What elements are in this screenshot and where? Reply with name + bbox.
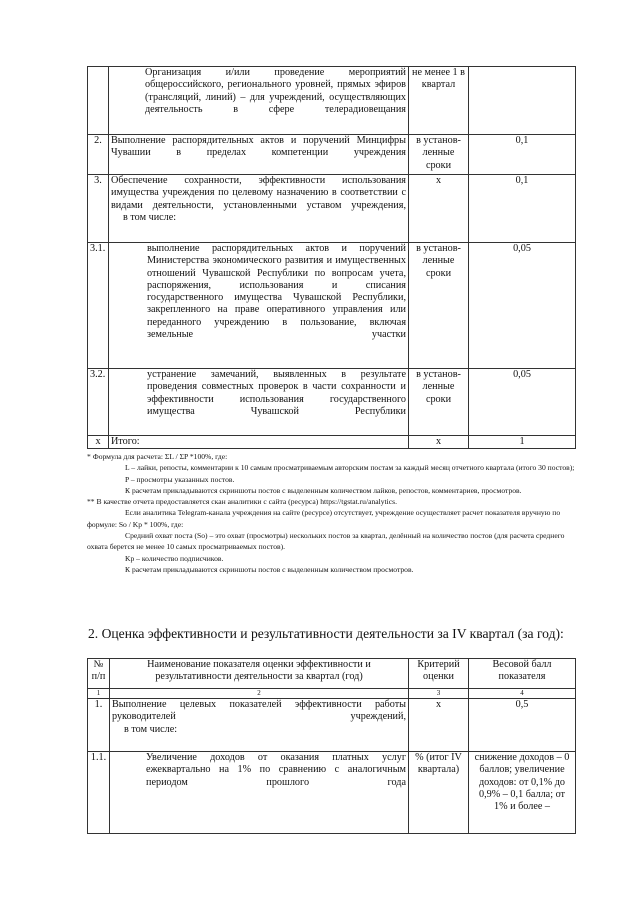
table-row	[88, 175, 576, 243]
table-row	[88, 243, 576, 369]
row-score: 0,1	[469, 175, 576, 243]
row-criterion: не менее 1 в квартал	[409, 67, 469, 135]
row-criterion: x	[409, 175, 469, 243]
row-text-cell	[110, 699, 409, 752]
row-text: Выполнение целевых показателей эффективности работы руководителей учреждений,	[112, 699, 406, 723]
row-criterion: в установ-ленные сроки	[409, 135, 469, 175]
footnote-l: L – лайки, репосты, комментарии к 10 самым просматриваемым авторским постам за каждый месяц отчетного квартала (итого 30 постов);	[125, 463, 575, 473]
footnotes	[87, 451, 575, 575]
row-subtext: в том числе:	[123, 211, 177, 223]
row-criterion: x	[409, 699, 469, 752]
col-number: 3	[409, 689, 469, 699]
section-2-title: 2. Оценка эффективности и результативности деятельности за IV квартал (за год):	[88, 626, 564, 641]
table-row	[88, 67, 576, 135]
indicators-table-1	[87, 66, 576, 449]
row-score	[469, 67, 576, 135]
header-row	[88, 659, 576, 689]
total-score: 1	[469, 436, 576, 449]
row-text: Выполнение распорядительных актов и поручений Минцифры Чувашии в пределах компетенции учреждения	[109, 135, 409, 175]
row-number	[88, 67, 109, 135]
row-text: Увеличение доходов от оказания платных услуг ежеквартально на 1% по сравнению с аналогичным периодом прошлого года	[110, 752, 409, 834]
col-number: 2	[110, 689, 409, 699]
table-row	[88, 369, 576, 436]
footnote-views: К расчетам прикладываются скриншоты постов с выделенным количеством просмотров.	[125, 564, 414, 574]
row-criterion: в установ-ленные сроки	[409, 243, 469, 369]
col-number: 1	[88, 689, 110, 699]
row-score: 0,1	[469, 135, 576, 175]
col-number: 4	[469, 689, 576, 699]
row-number: 1.	[88, 699, 110, 752]
table-row	[88, 135, 576, 175]
row-score: 0,05	[469, 243, 576, 369]
row-number: 3.2.	[88, 369, 109, 436]
footnote-avg-reach: Средний охват поста (So) – это охват (просмотры) нескольких постов за квартал, делённый на количество постов (для расчета среднего охвата берется не менее 10 самых просматриваемых постов).	[87, 531, 565, 552]
row-number: 1.1.	[88, 752, 110, 834]
footnote-manual: Если аналитика Telegram-канала учреждения на сайте (ресурсе) отсутствует, учреждение осуществляет расчет показателя вручную по формуле: So / Kp * 100%, где:	[87, 508, 561, 529]
header-score: Весовой балл показателя	[469, 659, 576, 689]
row-text-cell	[109, 175, 409, 243]
row-text: Организация и/или проведение мероприятий общероссийского, регионального уровней, прямых эфиров (трансляций, линий) – для учреждений, осуществляющих деятельность в сфере телерадиовещания	[109, 67, 409, 135]
table-row	[88, 699, 576, 752]
header-criterion: Критерий оценки	[409, 659, 469, 689]
row-number: 3.	[88, 175, 109, 243]
row-text: Обеспечение сохранности, эффективности использования имущества учреждения по целевому назначению в соответствии с видами деятельности, установленными уставом учреждения,	[111, 175, 406, 211]
column-number-row	[88, 689, 576, 699]
total-label: Итого:	[109, 436, 409, 449]
row-criterion: % (итог IV квартала)	[409, 752, 469, 834]
row-criterion: в установ-ленные сроки	[409, 369, 469, 436]
header-num: № п/п	[88, 659, 110, 689]
row-score: 0,05	[469, 369, 576, 436]
footnote-p: P – просмотры указанных постов.	[125, 474, 235, 484]
header-name: Наименование показателя оценки эффективности и результативности деятельности за квартал (год)	[110, 659, 409, 689]
row-subtext: в том числе:	[124, 723, 178, 735]
row-score: 0,5	[469, 699, 576, 752]
total-criterion: x	[409, 436, 469, 449]
total-row	[88, 436, 576, 449]
row-text: выполнение распорядительных актов и поручений Министерства экономического развития и имущественных отношений Чувашской Республики по вопросам учета, распоряжения, использования и списания государственного имущества Чувашской Республики, закрепленного на праве оперативного управления или переданного учреждению в пользование, включая земельные участки	[109, 243, 409, 369]
row-score: снижение доходов – 0 баллов; увеличение доходов: от 0,1% до 0,9% – 0,1 балла; от 1% и более –	[469, 752, 576, 834]
row-text: устранение замечаний, выявленных в результате проведения совместных проверок в части сохранности и эффективности использования государственного имущества Чувашской Республики	[109, 369, 409, 436]
row-number: 2.	[88, 135, 109, 175]
total-number: x	[88, 436, 109, 449]
row-number: 3.1.	[88, 243, 109, 369]
table-row	[88, 752, 576, 834]
footnote-formula: * Формула для расчета: ΣL / ΣP *100%, где:	[87, 452, 228, 461]
indicators-table-2	[87, 658, 576, 834]
footnote-screenshots: К расчетам прикладываются скриншоты постов с выделенным количеством лайков, репостов, комментариев, просмотров.	[125, 485, 522, 495]
footnote-kp: Kp – количество подписчиков.	[125, 553, 224, 563]
footnote-analytics: ** В качестве отчета предоставляется скан аналитики с сайта (ресурса) https://tgstat.ru/analytics.	[87, 497, 397, 507]
